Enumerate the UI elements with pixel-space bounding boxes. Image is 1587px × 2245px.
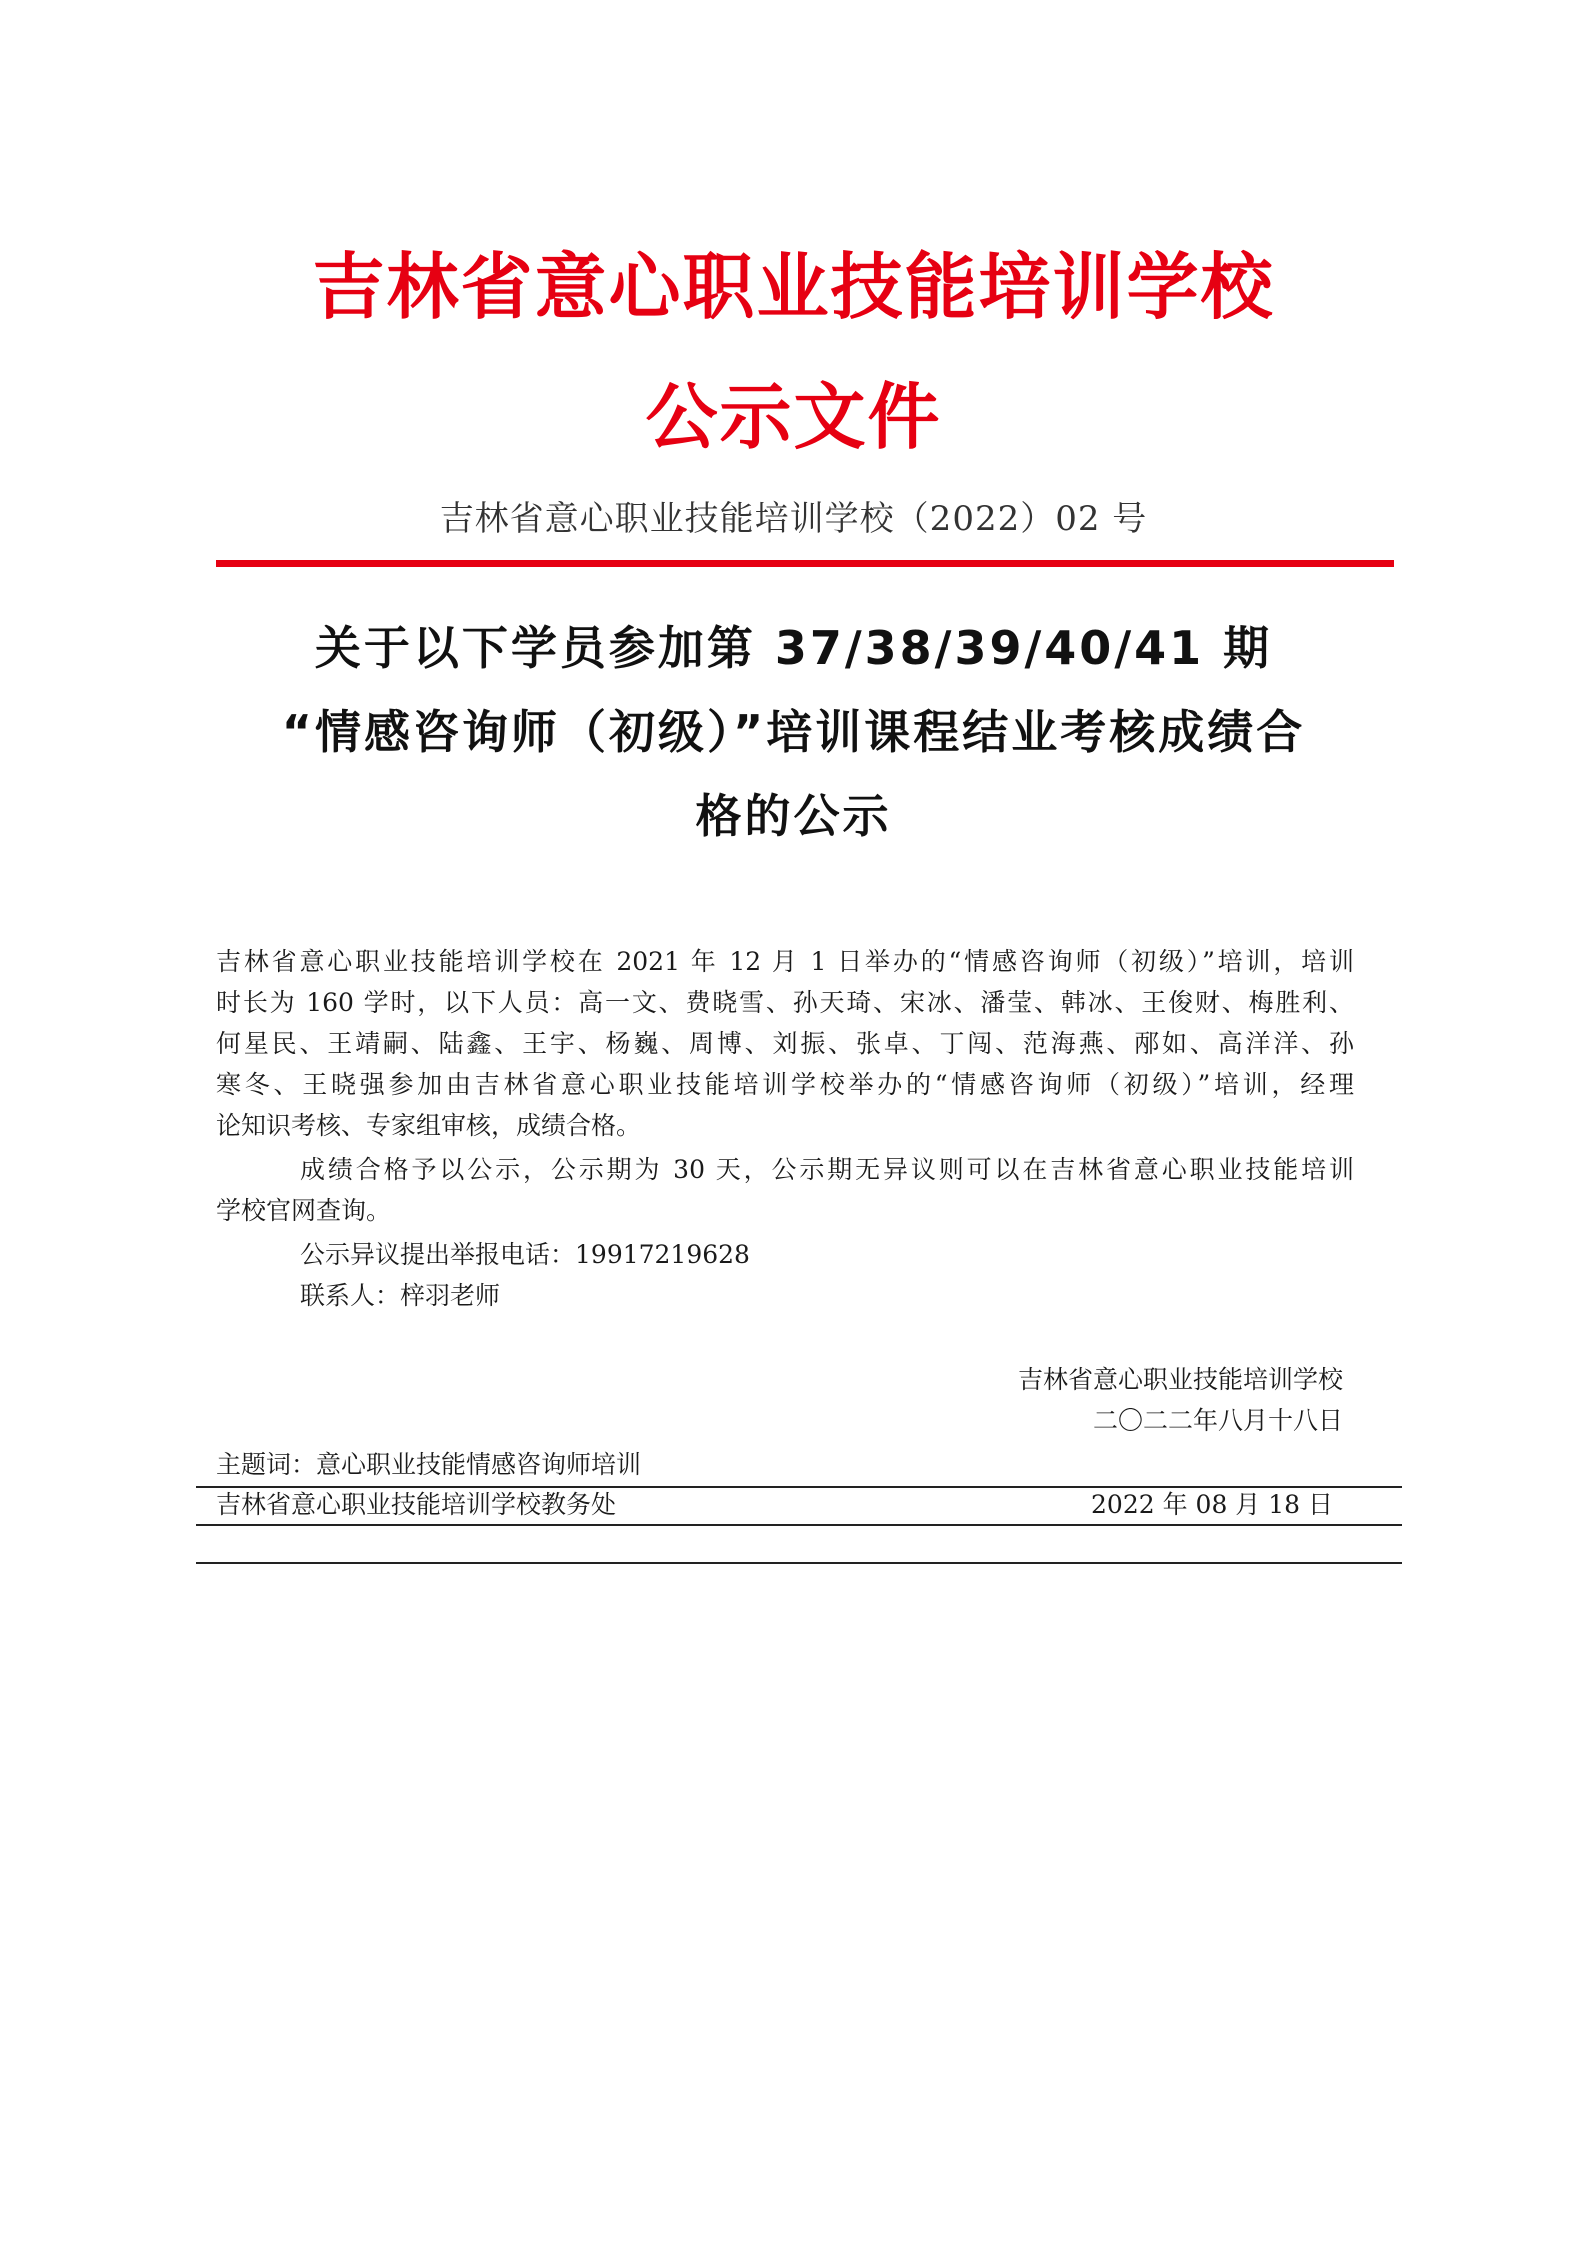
paragraph-1-line: 何星民、王靖嗣、陆鑫、王宇、杨巍、周博、刘振、张卓、丁闯、范海燕、邴如、高洋洋、孙 xyxy=(216,1029,1354,1058)
paragraph-1-line: 时长为 160 学时，以下人员：高一文、费晓雪、孙天琦、宋冰、潘莹、韩冰、王俊财、梅胜利、 xyxy=(216,988,1354,1017)
footer-rule-middle xyxy=(196,1524,1402,1526)
signature-org: 吉林省意心职业技能培训学校 xyxy=(1017,1365,1343,1394)
objection-phone-line: 公示异议提出举报电话：19917219628 xyxy=(300,1240,750,1269)
issuing-department: 吉林省意心职业技能培训学校教务处 xyxy=(216,1490,617,1519)
paragraph-2-line: 成绩合格予以公示，公示期为 30 天，公示期无异议则可以在吉林省意心职业技能培训 xyxy=(300,1155,1354,1184)
red-header-rule xyxy=(216,560,1394,567)
contact-person-line: 联系人：梓羽老师 xyxy=(300,1281,501,1310)
signature-date: 二〇二二年八月十八日 xyxy=(1092,1406,1343,1435)
paragraph-1-line: 寒冬、王晓强参加由吉林省意心职业技能培训学校举办的“情感咨询师（初级）”培训，经理 xyxy=(216,1070,1354,1099)
document-number: 吉林省意心职业技能培训学校（2022）02 号 xyxy=(439,499,1148,539)
paragraph-1-line: 论知识考核、专家组审核，成绩合格。 xyxy=(216,1111,642,1140)
paragraph-1-line: 吉林省意心职业技能培训学校在 2021 年 12 月 1 日举办的“情感咨询师（初级）”培训，培训 xyxy=(216,947,1354,976)
notice-title-line-3: 格的公示 xyxy=(695,789,892,843)
subject-keywords: 主题词：意心职业技能情感咨询师培训 xyxy=(216,1450,642,1479)
org-title: 吉林省意心职业技能培训学校 xyxy=(312,245,1275,329)
notice-title-line-2: “情感咨询师（初级）”培训课程结业考核成绩合 xyxy=(281,705,1306,759)
paragraph-2-line: 学校官网查询。 xyxy=(216,1196,392,1225)
notice-title-line-1: 关于以下学员参加第 37/38/39/40/41 期 xyxy=(314,621,1273,675)
issue-date: 2022 年 08 月 18 日 xyxy=(1091,1490,1333,1519)
document-type-title: 公示文件 xyxy=(645,375,942,459)
footer-rule-bottom xyxy=(196,1562,1402,1564)
